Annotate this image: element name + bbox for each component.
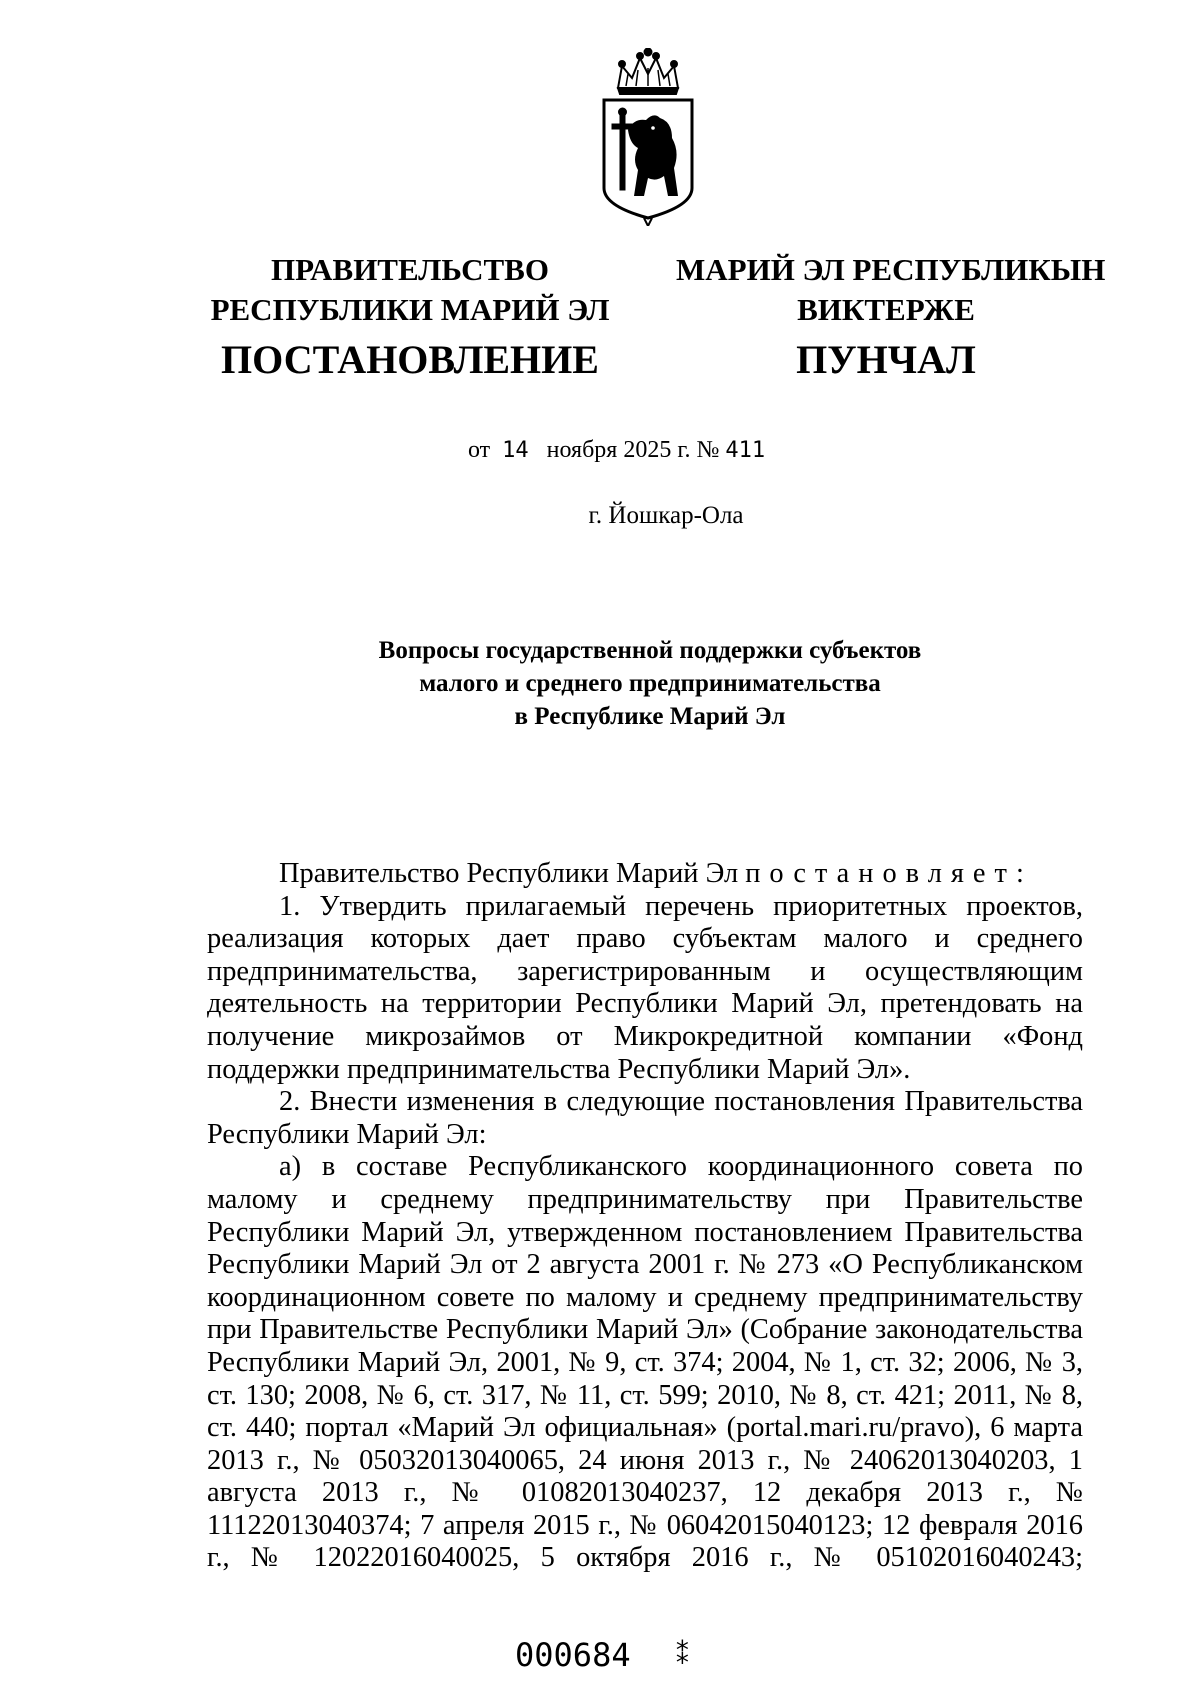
date-day: 14 (502, 438, 529, 463)
header-right-line1: МАРИЙ ЭЛ РЕСПУБЛИКЫН (676, 252, 1106, 287)
title-line3: в Республике Марий Эл (514, 703, 786, 730)
date-month-year: ноября 2025 г. № (546, 437, 720, 463)
paragraph-1: 1. Утвердить прилагаемый перечень приоритетных проектов, реализация которых дает право субъектам малого и среднего предпринимательства, зарегистрированным и осуществляющим деятельность на территории Республики Марий Эл, претендовать на получение микрозаймов от Микрокредитной компании «Фонд поддержки предпринимательства Республики Марий Эл». (207, 890, 1083, 1085)
document-body (207, 858, 1083, 1575)
header-right-line2: ВИКТЕРЖЕ (797, 292, 975, 327)
paragraph-2: 2. Внести изменения в следующие постановления Правительства Республики Марий Эл: (207, 1086, 1083, 1150)
document-number: 411 (725, 438, 766, 463)
title-line2: малого и среднего предпринимательства (419, 670, 881, 697)
intro-paragraph (207, 858, 1083, 891)
header-left (210, 250, 610, 386)
intro-verb: постановляет: (745, 858, 1033, 889)
footer (515, 1636, 689, 1674)
paragraph-3: а) в составе Республиканского координационного совета по малому и среднему предпринимательству при Правительстве Республики Марий Эл, утвержденном постановлением Правительства Республики Марий Эл от 2 августа 2001 г. № 273 «О Республиканском координационном совете по малому и среднему предпринимательству при Правительстве Республики Марий Эл» (Собрание законодательства Республики Марий Эл, 2001, № 9, ст. 374; 2004, № 1, ст. 32; 2006, № 3, ст. 130; 2008, № 6, ст. 317, № 11, ст. 599; 2010, № 8, ст. 421; 2011, № 8, ст. 440; портал «Марий Эл официальная» (portal.mari.ru/pravo), 6 марта 2013 г., № 05032013040065, 24 июня 2013 г., № 24062013040203, 1 августа 2013 г., № 01082013040237, 12 декабря 2013 г., № 11122013040374; 7 апреля 2015 г., № 06042015040123; 12 февраля 2016 г., № 12022016040025, 5 октября 2016 г., № 05102016040243; (207, 1151, 1083, 1574)
document-title (250, 634, 1050, 733)
intro-text: Правительство Республики Марий Эл (279, 858, 739, 889)
header-right (676, 250, 1106, 386)
title-line1: Вопросы государственной поддержки субъектов (378, 637, 922, 664)
serial-number: 000684 (515, 1636, 631, 1674)
header-left-line1: ПРАВИТЕЛЬСТВО (271, 252, 549, 287)
date-prefix: от (468, 437, 491, 463)
header-right-title: ПУНЧАЛ (796, 337, 976, 382)
city: г. Йошкар-Ола (588, 502, 744, 529)
coat-of-arms-icon (598, 48, 698, 226)
asterisk-mark-icon: ⁑ (675, 1641, 689, 1671)
header-left-line2: РЕСПУБЛИКИ МАРИЙ ЭЛ (210, 292, 610, 327)
header-left-title: ПОСТАНОВЛЕНИЕ (221, 337, 599, 382)
document-date (468, 437, 765, 464)
